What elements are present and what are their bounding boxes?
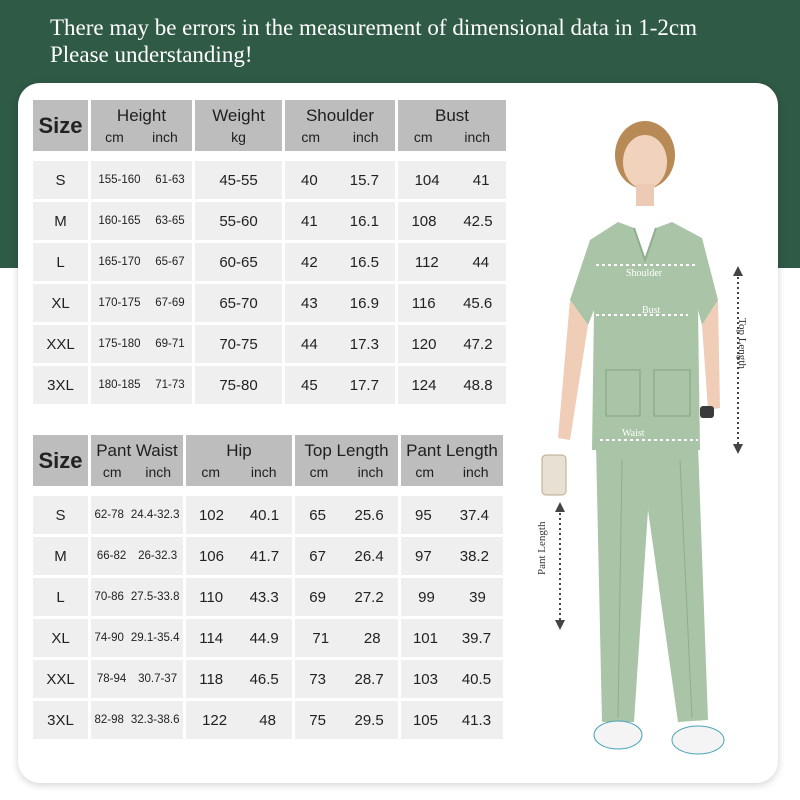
shoulder-unit-inch: inch bbox=[352, 128, 379, 145]
left-shoe-shape bbox=[594, 721, 642, 749]
height-cm-cell: 180-185 bbox=[98, 379, 141, 391]
pant-length-unit-inch: inch bbox=[462, 463, 489, 480]
height-cm-cell: 160-165 bbox=[98, 215, 141, 227]
height-cm-cell: 165-170 bbox=[98, 256, 141, 268]
pant-length-arrow-down bbox=[555, 620, 565, 630]
top-length-cm-cell: 73 bbox=[309, 670, 326, 688]
waist-label: Waist bbox=[622, 428, 645, 439]
top-length-inch-cell: 26.4 bbox=[354, 547, 384, 565]
pant-length-unit-cm: cm bbox=[415, 463, 435, 480]
height-unit-cm: cm bbox=[105, 128, 124, 145]
shoulder-inch-cell: 17.3 bbox=[349, 335, 379, 353]
hip-cm-cell: 102 bbox=[198, 506, 224, 524]
weight-header bbox=[195, 100, 282, 151]
weight-cell: 60-65 bbox=[195, 243, 282, 281]
waist-inch-cell: 26-32.3 bbox=[138, 550, 178, 562]
hip-cm-cell: 110 bbox=[199, 588, 224, 606]
bust-unit-inch: inch bbox=[464, 128, 491, 145]
shoulder-cm-cell: 42 bbox=[301, 253, 318, 271]
bust-header bbox=[398, 100, 506, 151]
weight-cell: 65-70 bbox=[195, 284, 282, 322]
height-cm-cell: 175-180 bbox=[98, 338, 141, 350]
notice-line-1: There may be errors in the measurement of dimensional data in 1-2cm bbox=[50, 15, 697, 40]
hip-cm-cell: 106 bbox=[198, 547, 224, 565]
table-row bbox=[33, 496, 503, 534]
measurement-notice bbox=[50, 14, 790, 68]
bust-inch-cell: 41 bbox=[472, 171, 490, 189]
waist-inch-cell: 24.4-32.3 bbox=[130, 509, 180, 521]
neck-shape bbox=[636, 184, 654, 206]
waist-cm-cell: 66-82 bbox=[96, 550, 127, 562]
waist-inch-cell: 29.1-35.4 bbox=[130, 632, 180, 644]
height-unit-inch: inch bbox=[152, 128, 178, 145]
top-length-arrow-up bbox=[733, 266, 743, 276]
scrub-pants-shape bbox=[596, 445, 708, 722]
shoulder-inch-cell: 15.7 bbox=[349, 171, 379, 189]
shoulder-inch-cell: 16.9 bbox=[349, 294, 379, 312]
pant-length-cm-cell: 99 bbox=[418, 588, 435, 606]
pant-length-inch-cell: 40.5 bbox=[461, 670, 492, 688]
weight-unit-kg: kg bbox=[231, 128, 246, 145]
pant-length-cm-cell: 105 bbox=[412, 711, 438, 729]
bust-inch-cell: 47.2 bbox=[463, 335, 493, 353]
shoulder-inch-cell: 16.1 bbox=[349, 212, 379, 230]
hip-inch-cell: 44.9 bbox=[249, 629, 279, 647]
height-header-name: Height bbox=[116, 105, 167, 125]
height-inch-cell: 67-69 bbox=[155, 297, 185, 309]
pant-length-inch-cell: 37.4 bbox=[459, 506, 489, 524]
table-row bbox=[33, 537, 503, 575]
size-cell: L bbox=[33, 243, 88, 281]
shoulder-header-name: Shoulder bbox=[305, 105, 375, 125]
table-row bbox=[33, 366, 506, 404]
top-length-inch-cell: 27.2 bbox=[354, 588, 384, 606]
size-cell: XXL bbox=[33, 325, 88, 363]
face-shape bbox=[623, 135, 667, 189]
model-figure bbox=[530, 110, 780, 780]
top-length-label: Top Length bbox=[736, 318, 748, 369]
table-row bbox=[33, 243, 506, 281]
hip-inch-cell: 48 bbox=[259, 711, 276, 729]
height-inch-cell: 61-63 bbox=[155, 174, 185, 186]
waist-inch-cell: 32.3-38.6 bbox=[130, 714, 180, 726]
hip-cm-cell: 114 bbox=[199, 629, 224, 647]
pant-length-header bbox=[401, 435, 503, 486]
top-length-cm-cell: 65 bbox=[309, 506, 326, 524]
size-cell: 3XL bbox=[33, 366, 88, 404]
weight-cell: 45-55 bbox=[195, 161, 282, 199]
weight-cell: 70-75 bbox=[195, 325, 282, 363]
hip-cm-cell: 118 bbox=[199, 670, 224, 688]
height-inch-cell: 63-65 bbox=[155, 215, 185, 227]
waist-inch-cell: 27.5-33.8 bbox=[130, 591, 180, 603]
bust-unit-cm: cm bbox=[413, 128, 433, 145]
pant-length-arrow-up bbox=[555, 502, 565, 512]
height-cm-cell: 155-160 bbox=[98, 174, 141, 186]
pant-waist-header bbox=[91, 435, 183, 486]
size-cell: 3XL bbox=[33, 701, 88, 739]
bust-cm-cell: 124 bbox=[411, 376, 437, 394]
bust-inch-cell: 48.8 bbox=[463, 376, 493, 394]
pant-waist-header-name: Pant Waist bbox=[96, 440, 178, 460]
table-header-row bbox=[33, 100, 506, 151]
bottom-size-table bbox=[30, 432, 506, 742]
shoulder-cm-cell: 43 bbox=[301, 294, 318, 312]
pant-length-cm-cell: 97 bbox=[415, 547, 432, 565]
hip-unit-cm: cm bbox=[201, 463, 221, 480]
top-length-cm-cell: 67 bbox=[309, 547, 326, 565]
shoulder-inch-cell: 16.5 bbox=[349, 253, 379, 271]
size-cell: XXL bbox=[33, 660, 88, 698]
hip-inch-cell: 40.1 bbox=[249, 506, 280, 524]
top-length-inch-cell: 28 bbox=[363, 629, 381, 647]
bust-label: Bust bbox=[642, 305, 661, 316]
hip-inch-cell: 41.7 bbox=[249, 547, 280, 565]
pant-length-inch-cell: 39.7 bbox=[461, 629, 492, 647]
table-header-row bbox=[33, 435, 503, 486]
top-length-cm-cell: 75 bbox=[309, 711, 326, 729]
size-cell: S bbox=[33, 161, 88, 199]
hip-cm-cell: 122 bbox=[202, 711, 228, 729]
size-header: Size bbox=[33, 435, 88, 486]
bust-cm-cell: 104 bbox=[414, 171, 440, 189]
height-inch-cell: 71-73 bbox=[155, 379, 185, 391]
table-row bbox=[33, 660, 503, 698]
weight-cell: 55-60 bbox=[195, 202, 282, 240]
pant-length-header-name: Pant Length bbox=[406, 440, 498, 460]
shoulder-inch-cell: 17.7 bbox=[349, 376, 379, 394]
size-cell: L bbox=[33, 578, 88, 616]
top-length-unit-inch: inch bbox=[357, 463, 384, 480]
left-arm-shape bbox=[558, 300, 588, 440]
pant-length-cm-cell: 103 bbox=[412, 670, 438, 688]
watch-shape bbox=[700, 406, 714, 418]
weight-cell: 75-80 bbox=[195, 366, 282, 404]
size-cell: XL bbox=[33, 619, 88, 657]
weight-header-name: Weight bbox=[212, 105, 265, 125]
shoulder-cm-cell: 44 bbox=[301, 335, 318, 353]
height-header bbox=[91, 100, 192, 151]
size-cell: M bbox=[33, 537, 88, 575]
table-row bbox=[33, 578, 503, 616]
table-row bbox=[33, 701, 503, 739]
bust-cm-cell: 116 bbox=[411, 294, 436, 312]
coffee-cup-shape bbox=[542, 455, 566, 495]
top-length-inch-cell: 29.5 bbox=[354, 711, 384, 729]
table-row bbox=[33, 202, 506, 240]
shoulder-cm-cell: 41 bbox=[301, 212, 318, 230]
bust-inch-cell: 44 bbox=[472, 253, 490, 271]
bust-header-name: Bust bbox=[434, 105, 470, 125]
hip-inch-cell: 46.5 bbox=[249, 670, 279, 688]
size-cell: S bbox=[33, 496, 88, 534]
right-shoe-shape bbox=[672, 726, 724, 754]
pant-length-inch-cell: 41.3 bbox=[461, 711, 492, 729]
waist-cm-cell: 82-98 bbox=[94, 714, 124, 726]
pant-length-cm-cell: 101 bbox=[412, 629, 438, 647]
top-length-arrow-down bbox=[733, 444, 743, 454]
shoulder-cm-cell: 45 bbox=[301, 376, 318, 394]
waist-cm-cell: 62-78 bbox=[94, 509, 124, 521]
scrubs-model-illustration bbox=[530, 110, 780, 780]
hip-header-name: Hip bbox=[226, 440, 252, 460]
bust-inch-cell: 45.6 bbox=[463, 294, 493, 312]
top-length-cm-cell: 69 bbox=[309, 588, 326, 606]
pant-length-cm-cell: 95 bbox=[415, 506, 432, 524]
bust-cm-cell: 112 bbox=[414, 253, 439, 271]
waist-cm-cell: 70-86 bbox=[94, 591, 124, 603]
height-inch-cell: 65-67 bbox=[155, 256, 185, 268]
waist-cm-cell: 74-90 bbox=[94, 632, 124, 644]
shoulder-header bbox=[285, 100, 395, 151]
top-length-unit-cm: cm bbox=[309, 463, 329, 480]
top-length-inch-cell: 28.7 bbox=[354, 670, 384, 688]
shoulder-label: Shoulder bbox=[626, 268, 663, 279]
top-length-header bbox=[295, 435, 398, 486]
size-cell: M bbox=[33, 202, 88, 240]
shoulder-cm-cell: 40 bbox=[301, 171, 318, 189]
top-length-cm-cell: 71 bbox=[312, 629, 330, 647]
hip-inch-cell: 43.3 bbox=[249, 588, 279, 606]
table-row bbox=[33, 161, 506, 199]
shoulder-unit-cm: cm bbox=[301, 128, 321, 145]
table-row bbox=[33, 284, 506, 322]
waist-cm-cell: 78-94 bbox=[96, 673, 127, 685]
pant-waist-unit-cm: cm bbox=[102, 463, 122, 480]
table-row bbox=[33, 325, 506, 363]
height-cm-cell: 170-175 bbox=[98, 297, 141, 309]
table-row bbox=[33, 619, 503, 657]
pant-length-inch-cell: 39 bbox=[469, 588, 486, 606]
pant-waist-unit-inch: inch bbox=[145, 463, 172, 480]
size-header: Size bbox=[33, 100, 88, 151]
pant-length-label: Pant Length bbox=[536, 521, 548, 575]
size-cell: XL bbox=[33, 284, 88, 322]
top-length-header-name: Top Length bbox=[304, 440, 389, 460]
hip-unit-inch: inch bbox=[250, 463, 277, 480]
height-inch-cell: 69-71 bbox=[155, 338, 185, 350]
top-size-table bbox=[30, 97, 509, 407]
pant-length-inch-cell: 38.2 bbox=[459, 547, 489, 565]
bust-cm-cell: 108 bbox=[411, 212, 437, 230]
bust-inch-cell: 42.5 bbox=[463, 212, 493, 230]
notice-line-2: Please understanding! bbox=[50, 42, 253, 67]
top-length-inch-cell: 25.6 bbox=[354, 506, 384, 524]
bust-cm-cell: 120 bbox=[411, 335, 437, 353]
hip-header bbox=[186, 435, 292, 486]
waist-inch-cell: 30.7-37 bbox=[138, 673, 178, 685]
